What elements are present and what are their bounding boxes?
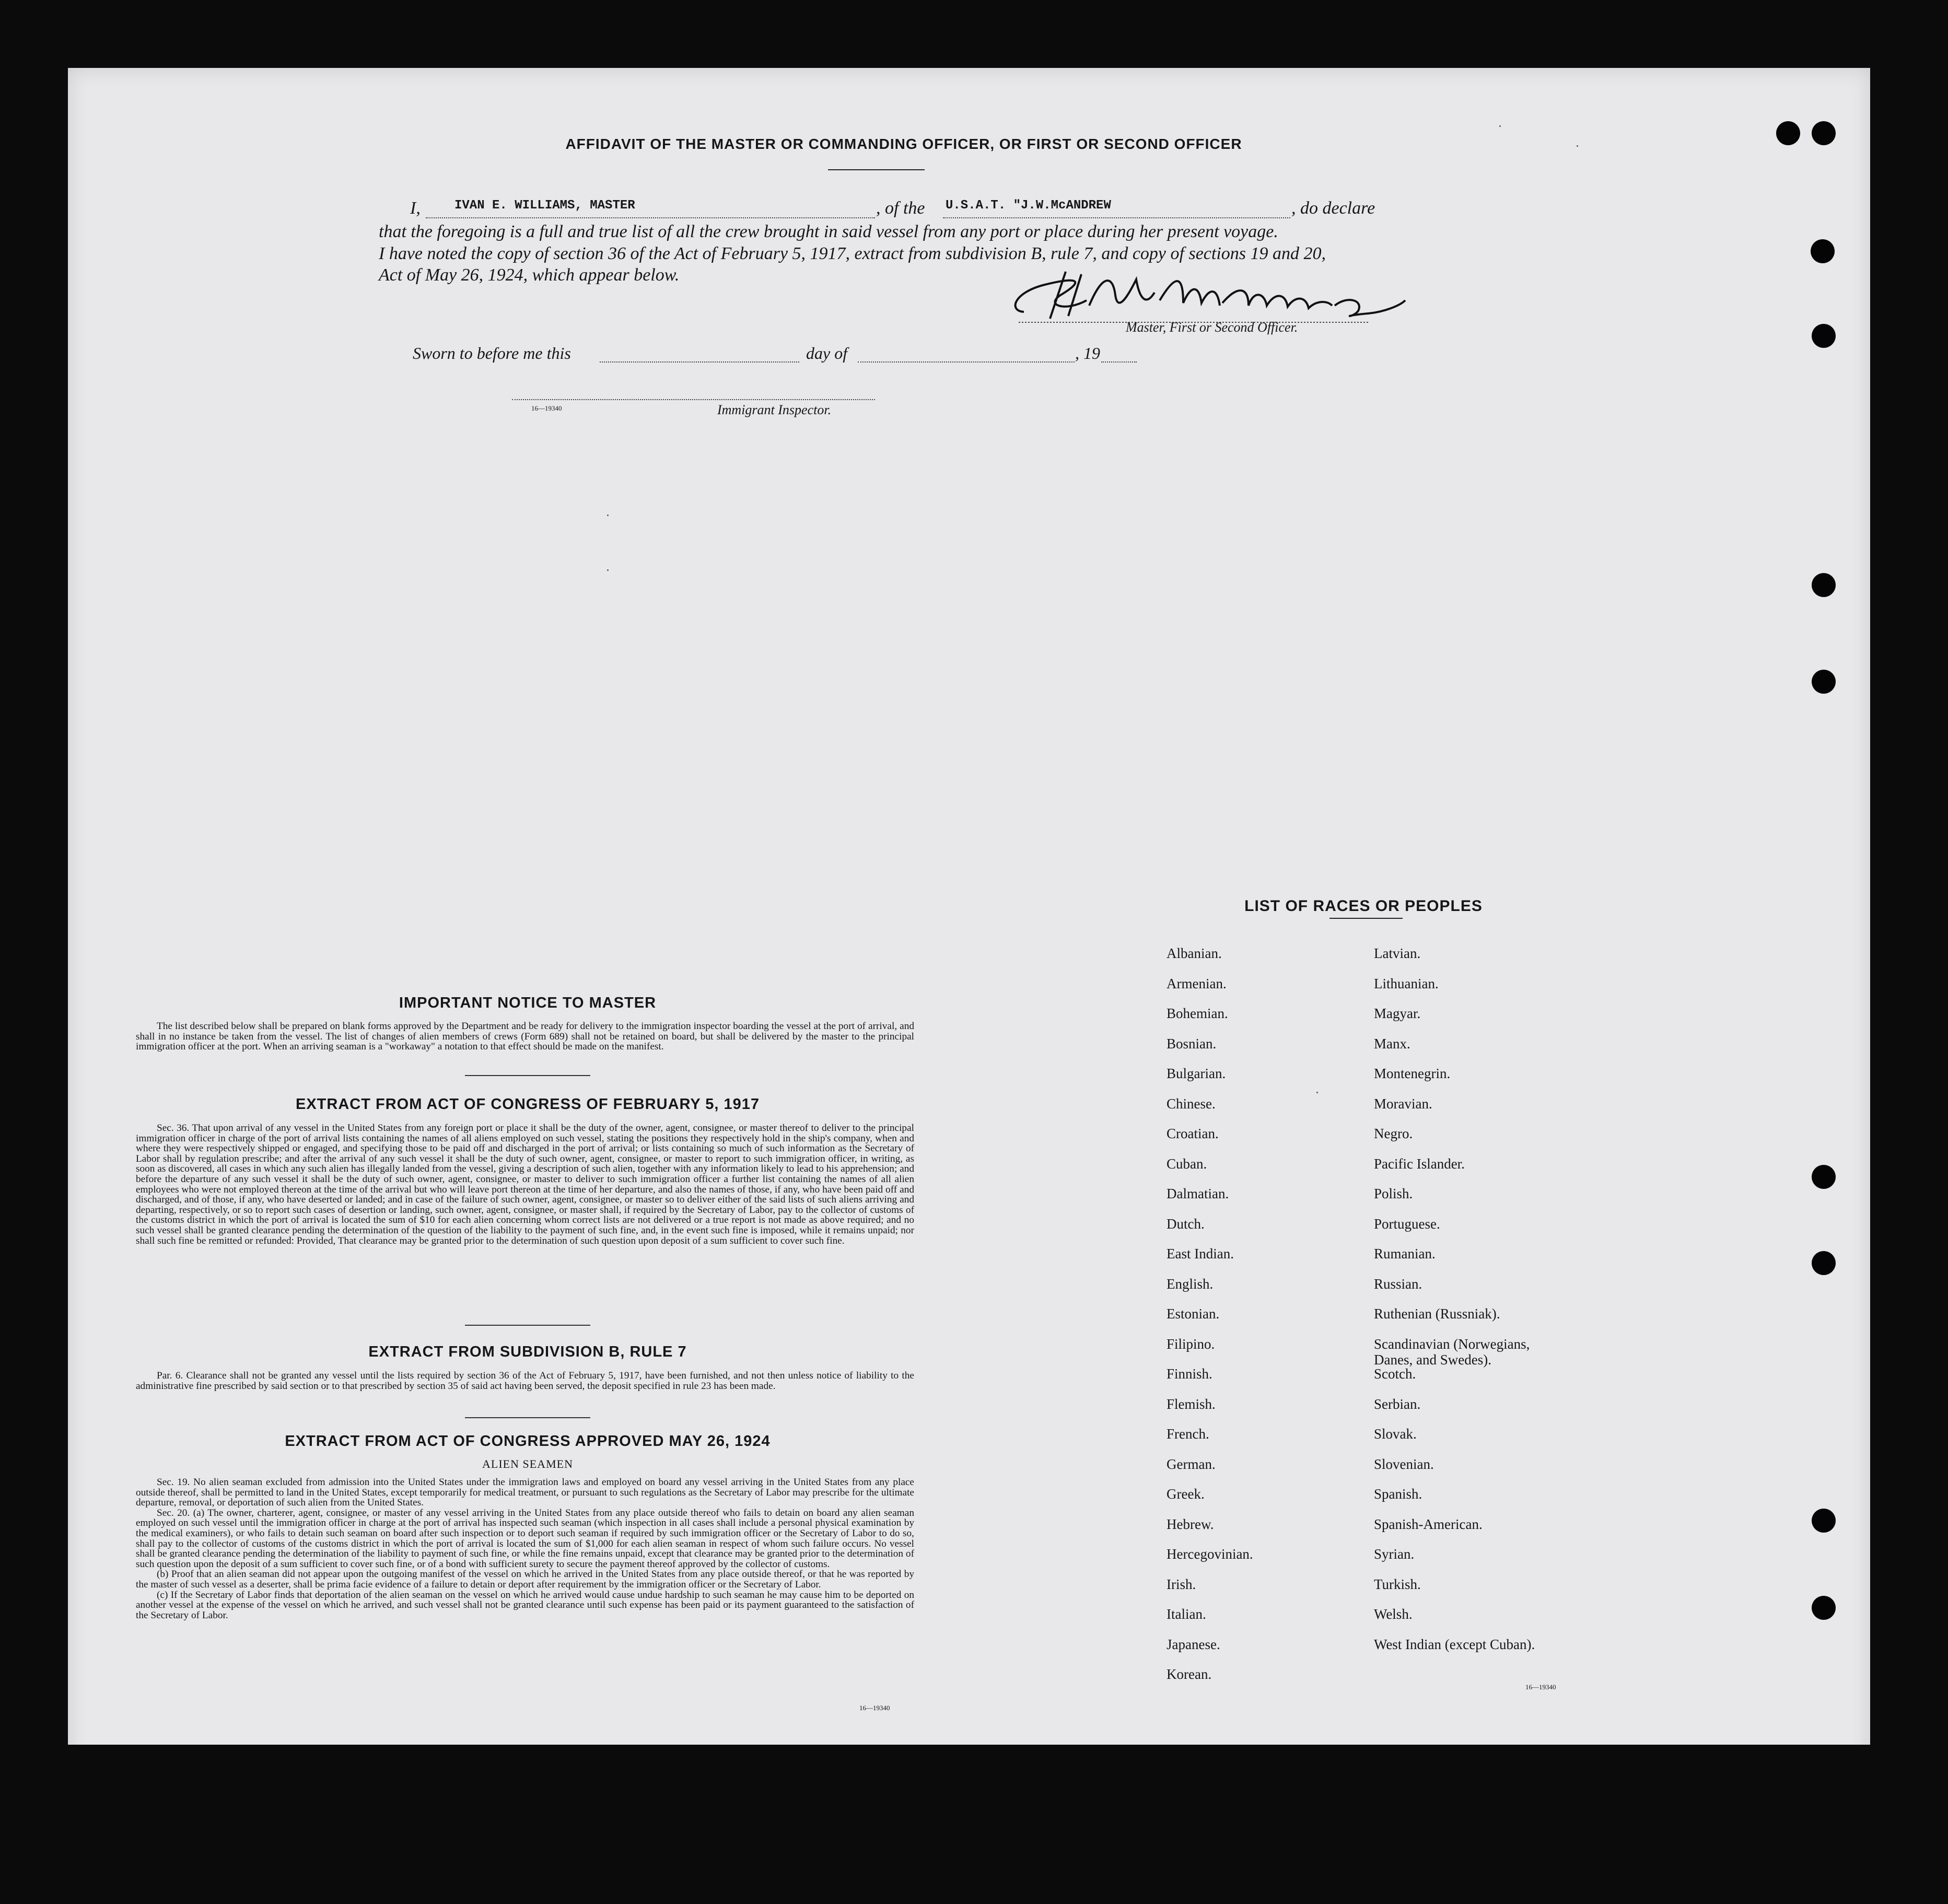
section-19-paragraph: Sec. 19. No alien seaman excluded from admission into the United States under the immigration laws and employed on board any vessel arriving in the United States from any place outside thereof, shall be permitted to land in the United States, except temporarily for medical treatment, or pursuant to such regulations as the Secretary of Labor may prescribe for the ultimate departure, removal, or deportation of such alien from the United States. — [136, 1477, 914, 1509]
declaration-line-2: that the foregoing is a full and true list of all the crew brought in said vessel from any port or place during her present voyage. — [379, 222, 1278, 241]
race-item: Flemish. — [1167, 1396, 1216, 1412]
race-item: East Indian. — [1167, 1246, 1234, 1261]
scan-speck — [607, 515, 609, 516]
race-item: Negro. — [1374, 1126, 1413, 1141]
race-item: Danes, and Swedes). — [1374, 1351, 1491, 1368]
race-item: Polish. — [1374, 1186, 1413, 1201]
race-item: Hercegovinian. — [1167, 1546, 1253, 1562]
scan-background — [0, 1745, 1948, 1904]
sworn-text: Sworn to before me this — [413, 344, 571, 363]
rule7-title: EXTRACT FROM SUBDIVISION B, RULE 7 — [368, 1344, 687, 1360]
race-item: Italian. — [1167, 1606, 1206, 1622]
vessel-name-field — [943, 198, 1290, 218]
race-item: Scandinavian (Norwegians, — [1374, 1336, 1530, 1352]
form-number-bottom-right: 16—19340 — [1525, 1683, 1556, 1691]
section-20a-paragraph: Sec. 20. (a) The owner, charterer, agent, consignee, or master of any vessel arriving in the United States from any place outside thereof who fails to detain on board any alien seaman employed on such vessel until the immigration officer in charge at the port of arrival has inspected such seaman (which inspection in all cases shall include a personal physical examination by the medical examiners), or who fails to detain such seaman on board after such inspection or to deport such seaman if required by such immigration officer or the Secretary of Labor to do so, shall pay to the collector of customs of the customs district in which the port of arrival is located the sum of $1,000 for each alien seaman in respect of whom such failure occurs. No vessel shall be granted clearance pending the determination of the liability to payment of such fine, or while the fine remains unpaid, except that clearance may be granted prior to the determination of such question upon the deposit of a sum sufficient to cover such fine, or of a bond with sufficient surety to secure the payment thereof approved by the collector of customs. — [136, 1507, 914, 1570]
rule7-body — [136, 1371, 914, 1391]
section-divider — [465, 1075, 590, 1076]
section-36-paragraph: Sec. 36. That upon arrival of any vessel in the United States from any foreign port or place it shall be the duty of the owner, agent, consignee, or master thereof to deliver to the principal immigration officer in charge of the port of arrival lists containing the names of all aliens employed on such vessel, stating the positions they respectively hold in the ship's company, when and where they were respectively shipped or engaged, and specifying those to be paid off and discharged in the port of arrival; or lists containing so much of such information as the Secretary of Labor shall by regulation prescribe; and after the arrival of any such vessel it shall be the duty of such owner, agent, consignee, or master to report to such immigration officer, in writing, as soon as discovered, all cases in which any such alien has illegally landed from the vessel, giving a description of such alien, together with any information likely to lead to his apprehension; and before the departure of any such vessel it shall be the duty of such owner, agent, consignee, or master to deliver to such immigration officer a further list containing the names of all alien employees who were not employed thereon at the time of the arrival but who will leave port thereon at the time of her departure, and also the names of those, if any, who have been paid off and discharged, and of those, if any, who have deserted or landed; and in case of the failure of such owner, agent, consignee, or master so to deliver either of the said lists of such aliens arriving and departing, respectively, or so to report such cases of desertion or landing, such owner, agent, consignee, or master shall, if required by the Secretary of Labor, pay to the collector of customs of the customs district in which the port of arrival is located the sum of $10 for each alien concerning whom correct lists are not delivered or a true report is not made as above required; and no such vessel shall be granted clearance pending the determination of the question of the liability to the payment of such fine, and, in the event such fine is imposed, while it remains unpaid; nor shall such fine be remitted or refunded: Provided, That clearance may be granted prior to the determination of such question upon deposit of a sum sufficient to cover such fine. — [136, 1123, 914, 1246]
race-item: Welsh. — [1374, 1606, 1413, 1622]
extract-1917-body — [136, 1123, 914, 1246]
section-20b-paragraph: (b) Proof that an alien seaman did not appear upon the outgoing manifest of the vessel on which he arrived in the United States from any place outside thereof, or that he was reported by the master of such vessel as a deserter, shall be prima facie evidence of a failure to detain or deport after requirement by the immigration officer or the Secretary of Labor. — [136, 1569, 914, 1590]
race-item: Cuban. — [1167, 1155, 1207, 1172]
race-item: Russian. — [1374, 1276, 1422, 1292]
extract-1924-title: EXTRACT FROM ACT OF CONGRESS APPROVED MAY 26, 1924 — [285, 1433, 771, 1450]
notice-title: IMPORTANT NOTICE TO MASTER — [399, 995, 657, 1011]
declaration-declare: , do declare — [1291, 198, 1375, 218]
punch-hole — [1811, 239, 1835, 263]
race-item: Greek. — [1167, 1486, 1205, 1502]
scan-speck — [607, 569, 609, 571]
extract-1917-title: EXTRACT FROM ACT OF CONGRESS OF FEBRUARY 5, 1917 — [295, 1096, 760, 1113]
punch-hole — [1776, 121, 1800, 145]
punch-hole — [1812, 1509, 1836, 1533]
race-item: Japanese. — [1167, 1636, 1220, 1652]
race-item: Magyar. — [1374, 1006, 1421, 1021]
extract-1924-body — [136, 1477, 914, 1620]
form-number-bottom-left: 16—19340 — [859, 1704, 890, 1712]
race-item: Slovak. — [1374, 1426, 1417, 1442]
race-item: Serbian. — [1374, 1396, 1421, 1412]
race-item: Pacific Islander. — [1374, 1155, 1465, 1172]
race-item: Rumanian. — [1374, 1246, 1436, 1261]
punch-hole — [1812, 1165, 1836, 1189]
punch-hole — [1812, 670, 1836, 694]
race-item: Irish. — [1167, 1576, 1196, 1592]
section-20c-paragraph: (c) If the Secretary of Labor finds that deportation of the alien seaman on the vessel on which he arrived would cause undue hardship to such seaman he may cause him to be deported on another vessel at the expense of the vessel on which he arrived, and such vessel shall not be granted clearance until such expense has been paid or its payment guaranteed to the satisfaction of the Secretary of Labor. — [136, 1589, 914, 1621]
sworn-year-prefix: , 19 — [1075, 344, 1100, 363]
punch-hole — [1812, 1251, 1836, 1275]
race-item: Bulgarian. — [1167, 1066, 1226, 1081]
notice-paragraph: The list described below shall be prepared on blank forms approved by the Department and be ready for delivery to the immigration inspector boarding the vessel at the port of arrival, and shall in no instance be taken from the vessel. The list of changes of alien members of crews (Form 689) shall not be retained on board, but shall be delivered by the master to the principal immigration officer at the port. When an arriving seaman is a "workaway" a notation to that effect should be made on the manifest. — [136, 1021, 914, 1053]
race-item: Filipino. — [1167, 1336, 1215, 1352]
race-item: Lithuanian. — [1374, 975, 1439, 991]
race-item: French. — [1167, 1426, 1209, 1442]
race-item: Estonian. — [1167, 1306, 1220, 1322]
race-item: Korean. — [1167, 1666, 1212, 1682]
section-divider — [465, 1417, 590, 1418]
race-item: Albanian. — [1167, 945, 1222, 961]
par6-paragraph: Par. 6. Clearance shall not be granted any vessel until the lists required by section 36 of the Act of February 5, 1917, have been furnished, and not then unless notice of liability to the administrative fine prescribed by said section or to that prescribed by section 35 of said act having been served, the deposit specified in rule 23 has been made. — [136, 1370, 914, 1392]
declaration-i: I, — [410, 198, 421, 218]
race-item: Latvian. — [1374, 945, 1421, 961]
affidavit-title: AFFIDAVIT OF THE MASTER OR COMMANDING OFFICER, OR FIRST OR SECOND OFFICER — [565, 136, 1242, 152]
race-item: Moravian. — [1374, 1095, 1432, 1112]
sworn-day-of: day of — [806, 344, 848, 363]
master-name-field — [426, 198, 875, 218]
race-item: Dutch. — [1167, 1216, 1205, 1232]
sworn-month-field — [858, 348, 1075, 363]
races-title: LIST OF RACES OR PEOPLES — [1244, 897, 1483, 915]
race-item: Spanish. — [1374, 1486, 1422, 1502]
race-item: Dalmatian. — [1167, 1186, 1229, 1201]
declaration-line-3: I have noted the copy of section 36 of the Act of February 5, 1917, extract from subdivision B, rule 7, and copy of sections 19 and 20, — [379, 244, 1326, 263]
declaration-ofthe: , of the — [876, 198, 925, 218]
declaration-line-4: Act of May 26, 1924, which appear below. — [379, 265, 680, 285]
master-name-value: IVAN E. WILLIAMS, MASTER — [454, 198, 635, 213]
race-item: Turkish. — [1374, 1576, 1421, 1592]
notice-body — [136, 1021, 914, 1052]
race-item: Portuguese. — [1374, 1216, 1440, 1232]
sworn-year-field — [1101, 348, 1137, 363]
punch-hole — [1812, 573, 1836, 597]
race-item: Bosnian. — [1167, 1035, 1217, 1052]
vessel-name-value: U.S.A.T. "J.W.McANDREW — [946, 198, 1111, 213]
race-item: German. — [1167, 1456, 1216, 1472]
race-item: Manx. — [1374, 1035, 1410, 1052]
race-item: English. — [1167, 1276, 1214, 1292]
inspector-caption: Immigrant Inspector. — [717, 402, 832, 417]
race-item: Bohemian. — [1167, 1006, 1228, 1021]
race-item: Ruthenian (Russniak). — [1374, 1306, 1500, 1322]
race-item: Croatian. — [1167, 1126, 1219, 1141]
signature-caption: Master, First or Second Officer. — [1126, 320, 1298, 335]
race-item: Syrian. — [1374, 1546, 1415, 1562]
race-item: Montenegrin. — [1374, 1066, 1451, 1081]
race-item: Finnish. — [1167, 1366, 1212, 1382]
inspector-signature-line — [512, 387, 875, 400]
scan-speck — [1499, 125, 1501, 127]
race-item: Slovenian. — [1374, 1456, 1434, 1472]
race-item: Spanish-American. — [1374, 1516, 1483, 1532]
race-item: West Indian (except Cuban). — [1374, 1636, 1535, 1652]
race-item: Chinese. — [1167, 1095, 1216, 1112]
alien-seamen-subtitle: ALIEN SEAMEN — [482, 1457, 573, 1470]
race-item: Armenian. — [1167, 975, 1227, 991]
sworn-date-field — [600, 348, 799, 363]
punch-hole — [1812, 324, 1836, 348]
race-item: Hebrew. — [1167, 1516, 1214, 1532]
title-divider — [828, 169, 925, 170]
form-number-top: 16—19340 — [531, 404, 562, 412]
scan-speck — [1316, 1092, 1318, 1093]
races-title-underline — [1329, 918, 1403, 919]
race-item: Scotch. — [1374, 1366, 1416, 1382]
punch-hole — [1812, 121, 1836, 145]
section-divider — [465, 1325, 590, 1326]
scan-speck — [1577, 145, 1578, 147]
punch-hole — [1812, 1596, 1836, 1620]
